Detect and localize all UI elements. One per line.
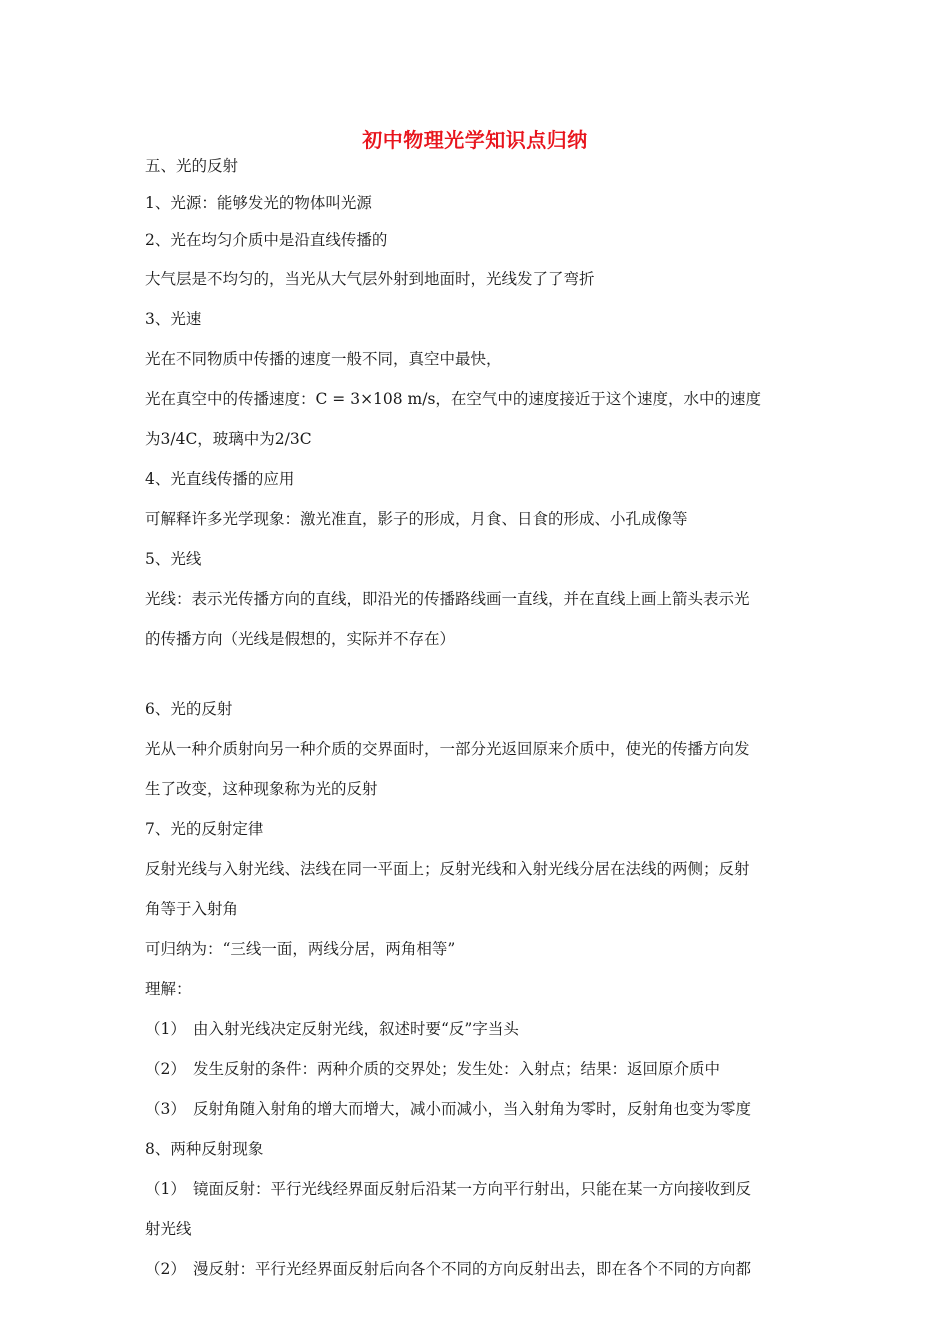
list-item-text: 镜面反射：平行光线经界面反射后沿某一方向平行射出，只能在某一方向接收到反	[193, 1180, 752, 1198]
paragraph-line: 光在真空中的传播速度：C = 3×108 m/s，在空气中的速度接近于这个速度，水中的速度	[145, 390, 761, 408]
paragraph-line: 射光线	[145, 1220, 192, 1238]
point-applications: 4、光直线传播的应用	[145, 470, 295, 488]
blank-line	[145, 659, 815, 689]
paragraph-line: 可解释许多光学现象：激光准直，影子的形成，月食、日食的形成、小孔成像等	[145, 510, 688, 528]
list-item-number: （1）	[145, 1020, 186, 1038]
list-item-text: 发生反射的条件：两种介质的交界处；发生处：入射点；结果：返回原介质中	[193, 1060, 721, 1078]
list-item	[145, 1009, 815, 1049]
point-reflection: 6、光的反射	[145, 700, 233, 718]
list-item	[145, 1169, 815, 1209]
list-item	[145, 1089, 815, 1129]
paragraph-line: 大气层是不均匀的，当光从大气层外射到地面时，光线发了了弯折	[145, 270, 595, 288]
point-straight-propagation: 2、光在均匀介质中是沿直线传播的	[145, 231, 388, 249]
paragraph-line: 光线：表示光传播方向的直线，即沿光的传播路线画一直线，并在直线上画上箭头表示光	[145, 590, 750, 608]
list-item-text: 反射角随入射角的增大而增大，减小而减小，当入射角为零时，反射角也变为零度	[193, 1100, 752, 1118]
paragraph-line: 生了改变，这种现象称为光的反射	[145, 780, 378, 798]
paragraph-line: 反射光线与入射光线、法线在同一平面上；反射光线和入射光线分居在法线的两侧；反射	[145, 860, 750, 878]
paragraph-line: 为3/4C，玻璃中为2/3C	[145, 430, 312, 448]
list-item-text: 由入射光线决定反射光线，叙述时要“反”字当头	[193, 1020, 519, 1038]
section-heading: 五、光的反射	[145, 157, 239, 175]
list-item	[145, 1049, 815, 1089]
paragraph-line: 可归纳为：“三线一面，两线分居，两角相等”	[145, 940, 456, 958]
point-two-reflections: 8、两种反射现象	[145, 1140, 264, 1158]
list-item-number: （2）	[145, 1060, 186, 1078]
paragraph-line: 的传播方向（光线是假想的，实际并不存在）	[145, 630, 456, 648]
page-title: 初中物理光学知识点归纳	[362, 128, 588, 152]
point-light-speed: 3、光速	[145, 310, 202, 328]
point-light-source: 1、光源：能够发光的物体叫光源	[145, 194, 372, 212]
point-reflection-law: 7、光的反射定律	[145, 820, 264, 838]
paragraph-line: 理解：	[145, 980, 192, 998]
paragraph-line: 光在不同物质中传播的速度一般不同，真空中最快，	[145, 350, 502, 368]
list-item-number: （2）	[145, 1260, 186, 1278]
document-body	[145, 148, 815, 1289]
list-item-text: 漫反射：平行光经界面反射后向各个不同的方向反射出去，即在各个不同的方向都	[193, 1260, 752, 1278]
list-item	[145, 1249, 815, 1289]
list-item-number: （1）	[145, 1180, 186, 1198]
list-item-number: （3）	[145, 1100, 186, 1118]
point-light-ray: 5、光线	[145, 550, 202, 568]
paragraph-line: 光从一种介质射向另一种介质的交界面时，一部分光返回原来介质中，使光的传播方向发	[145, 740, 750, 758]
paragraph-line: 角等于入射角	[145, 900, 239, 918]
